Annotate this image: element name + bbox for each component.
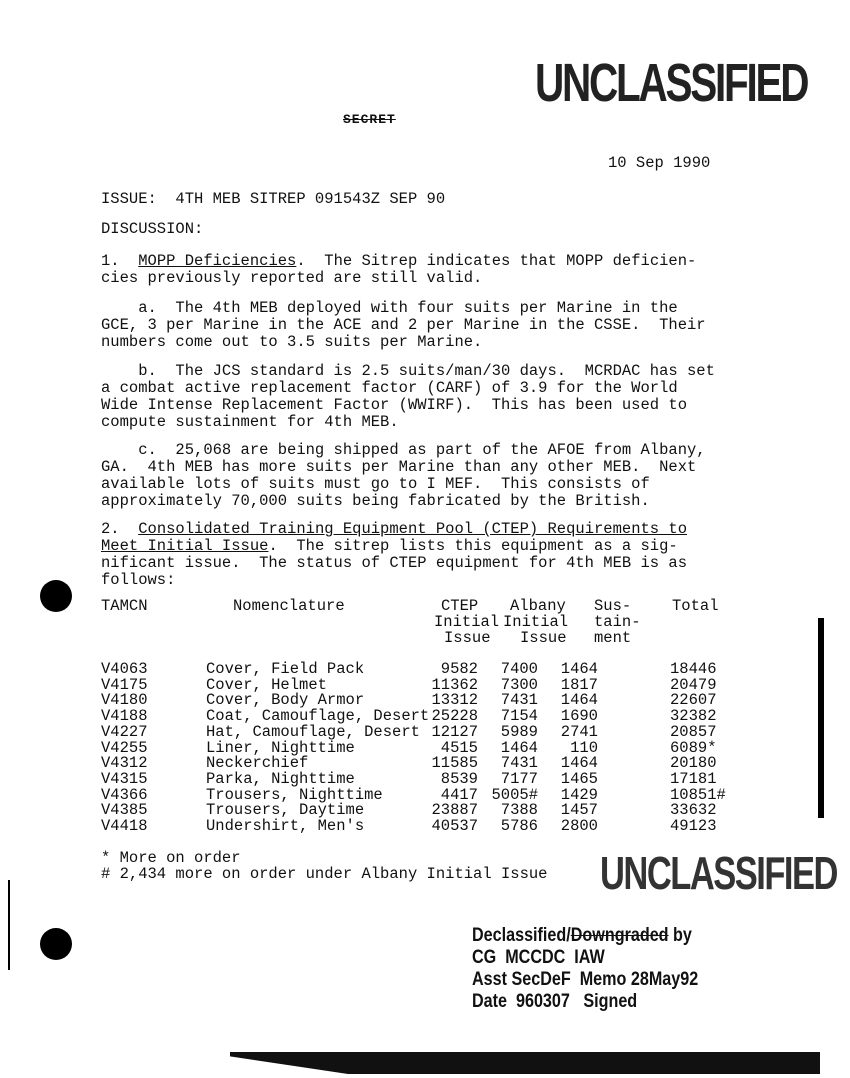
cell-tamcn: V4366 bbox=[101, 785, 148, 804]
table-row bbox=[0, 740, 850, 756]
header-sus: Sus- bbox=[594, 597, 632, 615]
para-title-cont: Meet Initial Issue bbox=[101, 537, 269, 555]
cell-albany-initial-issue: 5005# bbox=[491, 785, 538, 804]
para-text: . The sitrep lists this equipment as a sig- bbox=[268, 537, 678, 555]
cell-tamcn: V4227 bbox=[101, 722, 148, 741]
punch-hole-top bbox=[40, 580, 72, 612]
paragraph-1c-line2: GA. 4th MEB has more suits per Marine than any other MEB. Next bbox=[101, 458, 697, 476]
cell-albany-initial-issue: 5989 bbox=[500, 722, 538, 741]
document-date: 10 Sep 1990 bbox=[608, 154, 711, 172]
cell-sustainment: 110 bbox=[570, 738, 598, 757]
cell-ctep-initial-issue: 4515 bbox=[440, 738, 478, 757]
cell-nomenclature: Cover, Body Armor bbox=[206, 691, 365, 710]
cell-tamcn: V4385 bbox=[101, 801, 148, 820]
header-sus-2: tain- bbox=[594, 613, 641, 631]
cell-albany-initial-issue: 7154 bbox=[500, 707, 538, 726]
scan-edge-mark-left bbox=[8, 880, 10, 970]
paragraph-2-line2 bbox=[101, 538, 678, 555]
cell-nomenclature: Cover, Field Pack bbox=[206, 660, 365, 678]
cell-sustainment: 1429 bbox=[560, 785, 598, 804]
paragraph-2-line3: nificant issue. The status of CTEP equipment for 4th MEB is as bbox=[101, 554, 687, 572]
scan-bottom-bar bbox=[230, 1052, 820, 1074]
secret-marking-struck: SECRET bbox=[343, 112, 396, 127]
cell-sustainment: 1464 bbox=[560, 754, 598, 773]
table-header-row-3 bbox=[0, 630, 850, 646]
cell-nomenclature: Trousers, Nighttime bbox=[206, 785, 383, 804]
header-albany-3: Issue bbox=[520, 629, 567, 647]
table-header-row-1 bbox=[0, 598, 850, 614]
scan-edge-mark bbox=[818, 618, 824, 818]
cell-albany-initial-issue: 7400 bbox=[500, 660, 538, 678]
cell-total: 32382 bbox=[670, 707, 717, 726]
cell-tamcn: V4180 bbox=[101, 691, 148, 710]
para-title: MOPP Deficiencies bbox=[138, 252, 297, 270]
para-text: . The Sitrep indicates that MOPP deficien- bbox=[296, 252, 697, 270]
header-albany-2: Initial bbox=[503, 613, 569, 631]
cell-sustainment: 1464 bbox=[560, 691, 598, 710]
downgraded-struck: Downgraded bbox=[570, 925, 669, 946]
issue-line: ISSUE: 4TH MEB SITREP 091543Z SEP 90 bbox=[101, 190, 446, 208]
cell-albany-initial-issue: 5786 bbox=[500, 817, 538, 835]
cell-nomenclature: Undershirt, Men's bbox=[206, 817, 365, 835]
paragraph-1a-line3: numbers come out to 3.5 suits per Marine. bbox=[101, 333, 483, 351]
cell-total: 20857 bbox=[670, 722, 717, 741]
table-row bbox=[0, 677, 850, 693]
table-row bbox=[0, 724, 850, 740]
para-number: 2. bbox=[101, 520, 139, 538]
table-row bbox=[0, 755, 850, 771]
cell-albany-initial-issue: 7300 bbox=[500, 675, 538, 694]
cell-total: 33632 bbox=[670, 801, 717, 820]
paragraph-1a-line2: GCE, 3 per Marine in the ACE and 2 per Marine in the CSSE. Their bbox=[101, 316, 706, 334]
cell-sustainment: 1465 bbox=[560, 769, 598, 788]
cell-total: 6089* bbox=[670, 738, 717, 757]
cell-total: 49123 bbox=[670, 817, 717, 835]
cell-sustainment: 2800 bbox=[560, 817, 598, 835]
header-total: Total bbox=[672, 597, 719, 615]
table-row bbox=[0, 692, 850, 708]
cell-tamcn: V4418 bbox=[101, 817, 148, 835]
discussion-heading: DISCUSSION: bbox=[101, 220, 204, 238]
unclassified-stamp-top: UNCLASSIFIED bbox=[535, 53, 808, 113]
cell-tamcn: V4188 bbox=[101, 707, 148, 726]
header-sus-3: ment bbox=[594, 629, 632, 647]
declass-memo: Asst SecDeF Memo 28May92 bbox=[472, 969, 699, 990]
table-row bbox=[0, 708, 850, 724]
table-row bbox=[0, 818, 850, 834]
paragraph-1-line2: cies previously reported are still valid. bbox=[101, 269, 483, 287]
cell-ctep-initial-issue: 23887 bbox=[431, 801, 478, 820]
cell-nomenclature: Hat, Camouflage, Desert bbox=[206, 722, 420, 741]
cell-tamcn: V4255 bbox=[101, 738, 148, 757]
footnote-asterisk: * More on order bbox=[101, 849, 241, 867]
header-albany: Albany bbox=[510, 597, 566, 615]
paragraph-1c-line3: available lots of suits must go to I MEF. This consists of bbox=[101, 475, 650, 493]
header-ctep: CTEP bbox=[441, 597, 479, 615]
header-nomenclature: Nomenclature bbox=[233, 597, 345, 615]
table-row bbox=[0, 802, 850, 818]
declass-date-signed: Date 960307 Signed bbox=[472, 991, 638, 1012]
cell-albany-initial-issue: 7431 bbox=[500, 691, 538, 710]
cell-tamcn: V4315 bbox=[101, 769, 148, 788]
cell-nomenclature: Cover, Helmet bbox=[206, 675, 327, 694]
cell-albany-initial-issue: 7431 bbox=[500, 754, 538, 773]
cell-sustainment: 1457 bbox=[560, 801, 598, 820]
cell-ctep-initial-issue: 4417 bbox=[440, 785, 478, 804]
footnote-hash: # 2,434 more on order under Albany Initial Issue bbox=[101, 865, 548, 883]
para-number: 1. bbox=[101, 252, 139, 270]
paragraph-1c-line1: c. 25,068 are being shipped as part of the AFOE from Albany, bbox=[101, 441, 706, 459]
cell-total: 20180 bbox=[670, 754, 717, 773]
cell-albany-initial-issue: 7177 bbox=[500, 769, 538, 788]
cell-ctep-initial-issue: 40537 bbox=[431, 817, 478, 835]
cell-nomenclature: Trousers, Daytime bbox=[206, 801, 365, 820]
cell-tamcn: V4063 bbox=[101, 660, 148, 678]
header-tamcn: TAMCN bbox=[101, 597, 148, 615]
declass-authority: CG MCCDC IAW bbox=[472, 947, 605, 968]
paragraph-1b-line2: a combat active replacement factor (CARF) of 3.9 for the World bbox=[101, 379, 678, 397]
cell-total: 10851# bbox=[670, 785, 726, 804]
cell-nomenclature: Liner, Nighttime bbox=[206, 738, 355, 757]
paragraph-1a-line1: a. The 4th MEB deployed with four suits per Marine in the bbox=[101, 299, 678, 317]
cell-sustainment: 2741 bbox=[560, 722, 598, 741]
paragraph-1b-line3: Wide Intense Replacement Factor (WWIRF). This has been used to bbox=[101, 396, 687, 414]
cell-nomenclature: Parka, Nighttime bbox=[206, 769, 355, 788]
paragraph-1b-line4: compute sustainment for 4th MEB. bbox=[101, 413, 399, 431]
cell-sustainment: 1817 bbox=[560, 675, 598, 694]
paragraph-1 bbox=[101, 253, 696, 270]
cell-ctep-initial-issue: 11585 bbox=[431, 754, 478, 773]
cell-ctep-initial-issue: 11362 bbox=[431, 675, 478, 694]
cell-sustainment: 1690 bbox=[560, 707, 598, 726]
cell-ctep-initial-issue: 9582 bbox=[440, 660, 478, 678]
paragraph-1c-line4: approximately 70,000 suits being fabricated by the British. bbox=[101, 492, 650, 510]
punch-hole-bottom bbox=[40, 928, 72, 960]
table-row bbox=[0, 771, 850, 787]
cell-albany-initial-issue: 1464 bbox=[500, 738, 538, 757]
table-header-row-2 bbox=[0, 614, 850, 630]
cell-ctep-initial-issue: 8539 bbox=[440, 769, 478, 788]
cell-ctep-initial-issue: 13312 bbox=[431, 691, 478, 710]
cell-nomenclature: Coat, Camouflage, Desert bbox=[206, 707, 430, 726]
paragraph-1b-line1: b. The JCS standard is 2.5 suits/man/30 days. MCRDAC has set bbox=[101, 362, 715, 380]
cell-tamcn: V4175 bbox=[101, 675, 148, 694]
cell-sustainment: 1464 bbox=[560, 660, 598, 678]
table-row bbox=[0, 661, 850, 677]
cell-ctep-initial-issue: 25228 bbox=[431, 707, 478, 726]
declass-text: Declassified/ bbox=[472, 925, 571, 946]
cell-total: 18446 bbox=[670, 660, 717, 678]
cell-total: 20479 bbox=[670, 675, 717, 694]
cell-total: 22607 bbox=[670, 691, 717, 710]
header-ctep-2: Initial bbox=[434, 613, 500, 631]
cell-ctep-initial-issue: 12127 bbox=[431, 722, 478, 741]
paragraph-2-line4: follows: bbox=[101, 571, 176, 589]
paragraph-2-line1 bbox=[101, 521, 687, 538]
para-title: Consolidated Training Equipment Pool (CTEP) Requirements to bbox=[138, 520, 688, 538]
cell-tamcn: V4312 bbox=[101, 754, 148, 773]
declass-by: by bbox=[668, 925, 692, 946]
cell-total: 17181 bbox=[670, 769, 717, 788]
table-row bbox=[0, 787, 850, 803]
declassification-stamp bbox=[472, 925, 698, 1013]
cell-nomenclature: Neckerchief bbox=[206, 754, 309, 773]
cell-albany-initial-issue: 7388 bbox=[500, 801, 538, 820]
unclassified-stamp-bottom: UNCLASSIFIED bbox=[600, 847, 837, 899]
header-ctep-3: Issue bbox=[444, 629, 491, 647]
